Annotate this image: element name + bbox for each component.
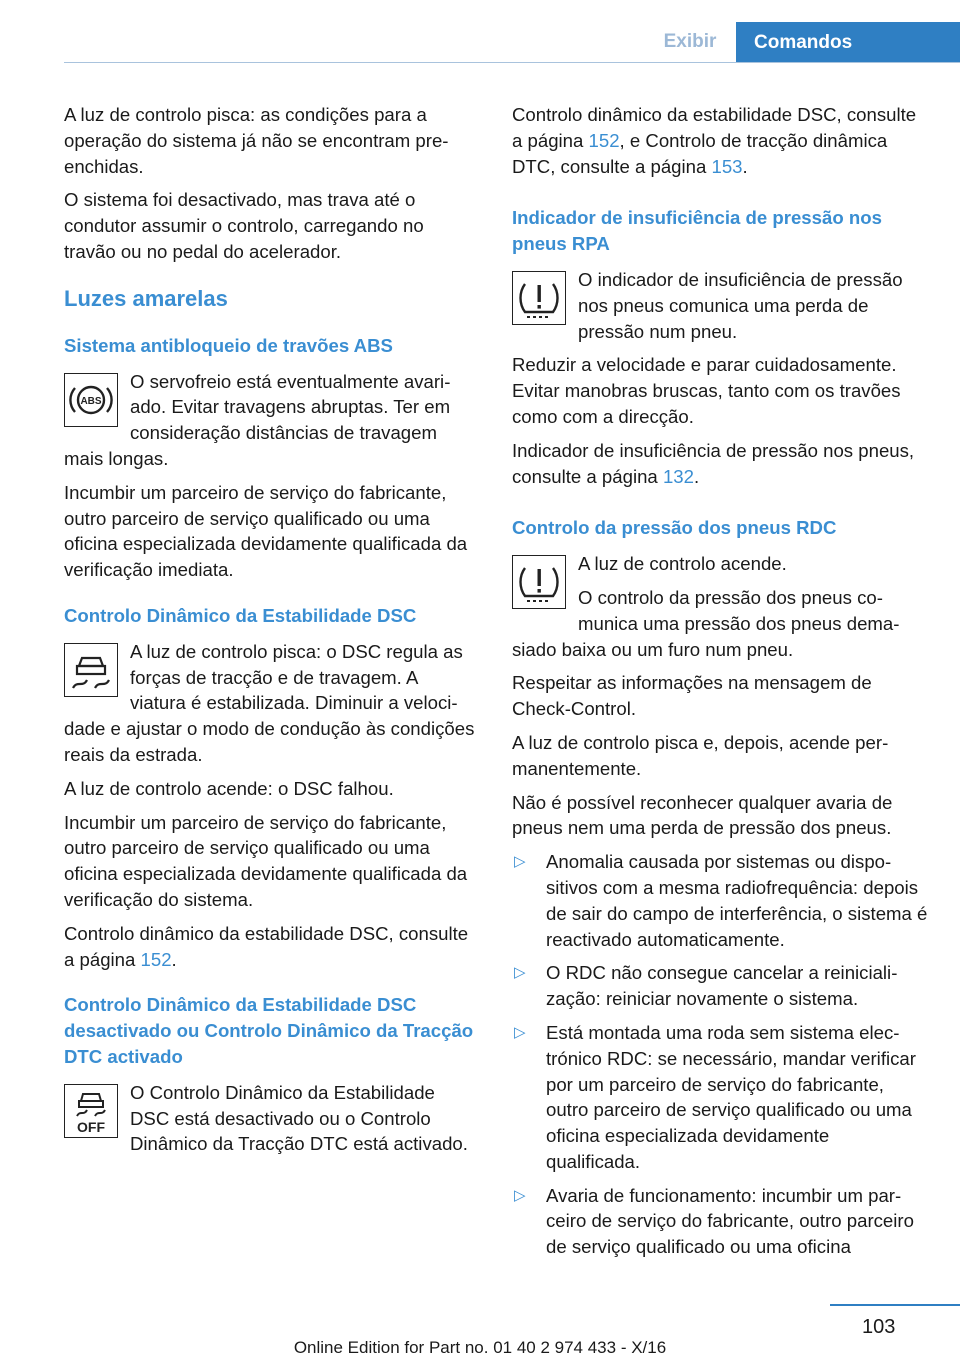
tire-pressure-warning-icon [512, 271, 566, 325]
paragraph: O controlo da pressão dos pneus comunica uma pressão dos pneus demasiado baixa ou um furo num pneu. [512, 586, 900, 660]
dsc-off-icon [64, 1084, 118, 1138]
paragraph: O indicador de insuficiência de pressão nos pneus comunica uma perda de pressão num pneu. [578, 268, 903, 342]
paragraph: Respeitar as informações na mensagem de Check-Control. [512, 672, 872, 720]
text: . [693, 465, 700, 487]
list-item-text: Avaria de funcionamento: incumbir um parceiro de serviço do fabricante, outro parceiro de serviço qualificado ou uma oficina [546, 1184, 914, 1258]
triangle-bullet-icon: ▷ [514, 1023, 526, 1041]
left-column [64, 102, 476, 1165]
paragraph: O sistema foi desactivado, mas trava até o condutor assumir o controlo, carregando no travão ou no pedal do acelerador. [64, 189, 424, 262]
bullet-list [512, 849, 928, 1260]
text: . [171, 948, 177, 970]
header-divider [64, 62, 960, 63]
page-link-132[interactable]: 132 [662, 465, 694, 487]
paragraph: A luz de controlo pisca: o DSC regula as forças de tracção e de travagem. A viatura é estabilizada. Diminuir a velocidade e ajustar o modo de condução às condições reais da estrada. [64, 640, 475, 765]
text: Controlo dinâmico da estabilidade DSC, consulte a página [64, 922, 469, 970]
paragraph: A luz de controlo acende: o DSC falhou. [64, 777, 394, 799]
text: Indicador de insuficiência de pressão nos pneus, consulte a página [512, 439, 915, 487]
right-column [512, 102, 928, 1268]
paragraph: A luz de controlo pisca: as condições para a operação do sistema já não se encontram preenchidas. [64, 104, 449, 177]
paragraph [512, 438, 928, 490]
heading-abs: Sistema antibloqueio de travões ABS [64, 334, 393, 356]
heading-rpa: Indicador de insuficiência de pressão nos pneus RPA [512, 207, 882, 255]
heading-dsc: Controlo Dinâmico da Estabilidade DSC [64, 604, 417, 626]
paragraph: A luz de controlo pisca e, depois, acende permanentemente. [512, 731, 889, 779]
tire-pressure-warning-icon [512, 555, 566, 609]
triangle-bullet-icon: ▷ [514, 964, 526, 982]
paragraph [512, 102, 928, 179]
list-item [512, 960, 928, 1012]
page-number: 103 [862, 1316, 896, 1338]
off-label: OFF [77, 1118, 105, 1135]
tab-comandos[interactable]: Comandos [736, 22, 960, 63]
text: . [742, 155, 748, 177]
footer-divider [830, 1304, 960, 1306]
paragraph: A luz de controlo acende. [578, 553, 787, 575]
svg-text:ABS: ABS [80, 395, 102, 407]
tab-exibir[interactable]: Exibir [663, 31, 717, 52]
text: , e Controlo de tracção dinâmica DTC, consulte a página [512, 129, 888, 177]
heading-dsc-off: Controlo Dinâmico da Estabilidade DSC desactivado ou Controlo Dinâmico da Tracção DTC activado [64, 994, 474, 1067]
list-item-text: Anomalia causada por sistemas ou dispositivos com a mesma radiofrequência: depois de sair do campo de interferência, o sistema é reactivado automaticamente. [546, 851, 928, 950]
paragraph [64, 921, 476, 973]
page-link-152[interactable]: 152 [140, 948, 172, 970]
page-link-153[interactable]: 153 [711, 155, 743, 177]
heading-rdc: Controlo da pressão dos pneus RDC [512, 517, 837, 539]
triangle-bullet-icon: ▷ [514, 853, 526, 871]
list-item [512, 1020, 928, 1175]
edition-footer: Online Edition for Part no. 01 40 2 974 433 - X/16 [293, 1338, 667, 1357]
paragraph: Não é possível reconhecer qualquer avaria de pneus nem uma perda de pressão dos pneus. [512, 791, 893, 839]
list-item [512, 1183, 928, 1260]
section-heading-luzes-amarelas: Luzes amarelas [64, 285, 228, 311]
paragraph: Incumbir um parceiro de serviço do fabricante, outro parceiro de serviço qualificado ou uma oficina especializada devidamente qualificada da verificação imediata. [64, 481, 468, 581]
page-link-152[interactable]: 152 [588, 129, 620, 151]
abs-warning-icon [64, 373, 118, 427]
list-item-text: Está montada uma roda sem sistema electrónico RDC: se necessário, mandar verificar por um parceiro de serviço do fabricante, outro parceiro de serviço qualificado ou uma oficina especializada devidamente qualificada. [546, 1021, 916, 1172]
list-item [512, 849, 928, 952]
paragraph: O servofreio está eventualmente avariado. Evitar travagens abruptas. Ter em consideração distâncias de travagem mais longas. [64, 370, 451, 469]
paragraph: O Controlo Dinâmico da Estabilidade DSC está desactivado ou o Controlo Dinâmico da Tracção DTC está activado. [130, 1081, 468, 1155]
text: Controlo dinâmico da estabilidade DSC, consulte a página [512, 104, 917, 151]
paragraph: Reduzir a velocidade e parar cuidadosamente. Evitar manobras bruscas, tanto com os travões como com a direcção. [512, 354, 901, 427]
triangle-bullet-icon: ▷ [514, 1186, 526, 1204]
list-item-text: O RDC não consegue cancelar a reinicialização: reiniciar novamente o sistema. [546, 962, 898, 1010]
dsc-skid-car-icon [64, 643, 118, 697]
paragraph: Incumbir um parceiro de serviço do fabricante, outro parceiro de serviço qualificado ou uma oficina especializada devidamente qualificada da verificação do sistema. [64, 811, 468, 910]
